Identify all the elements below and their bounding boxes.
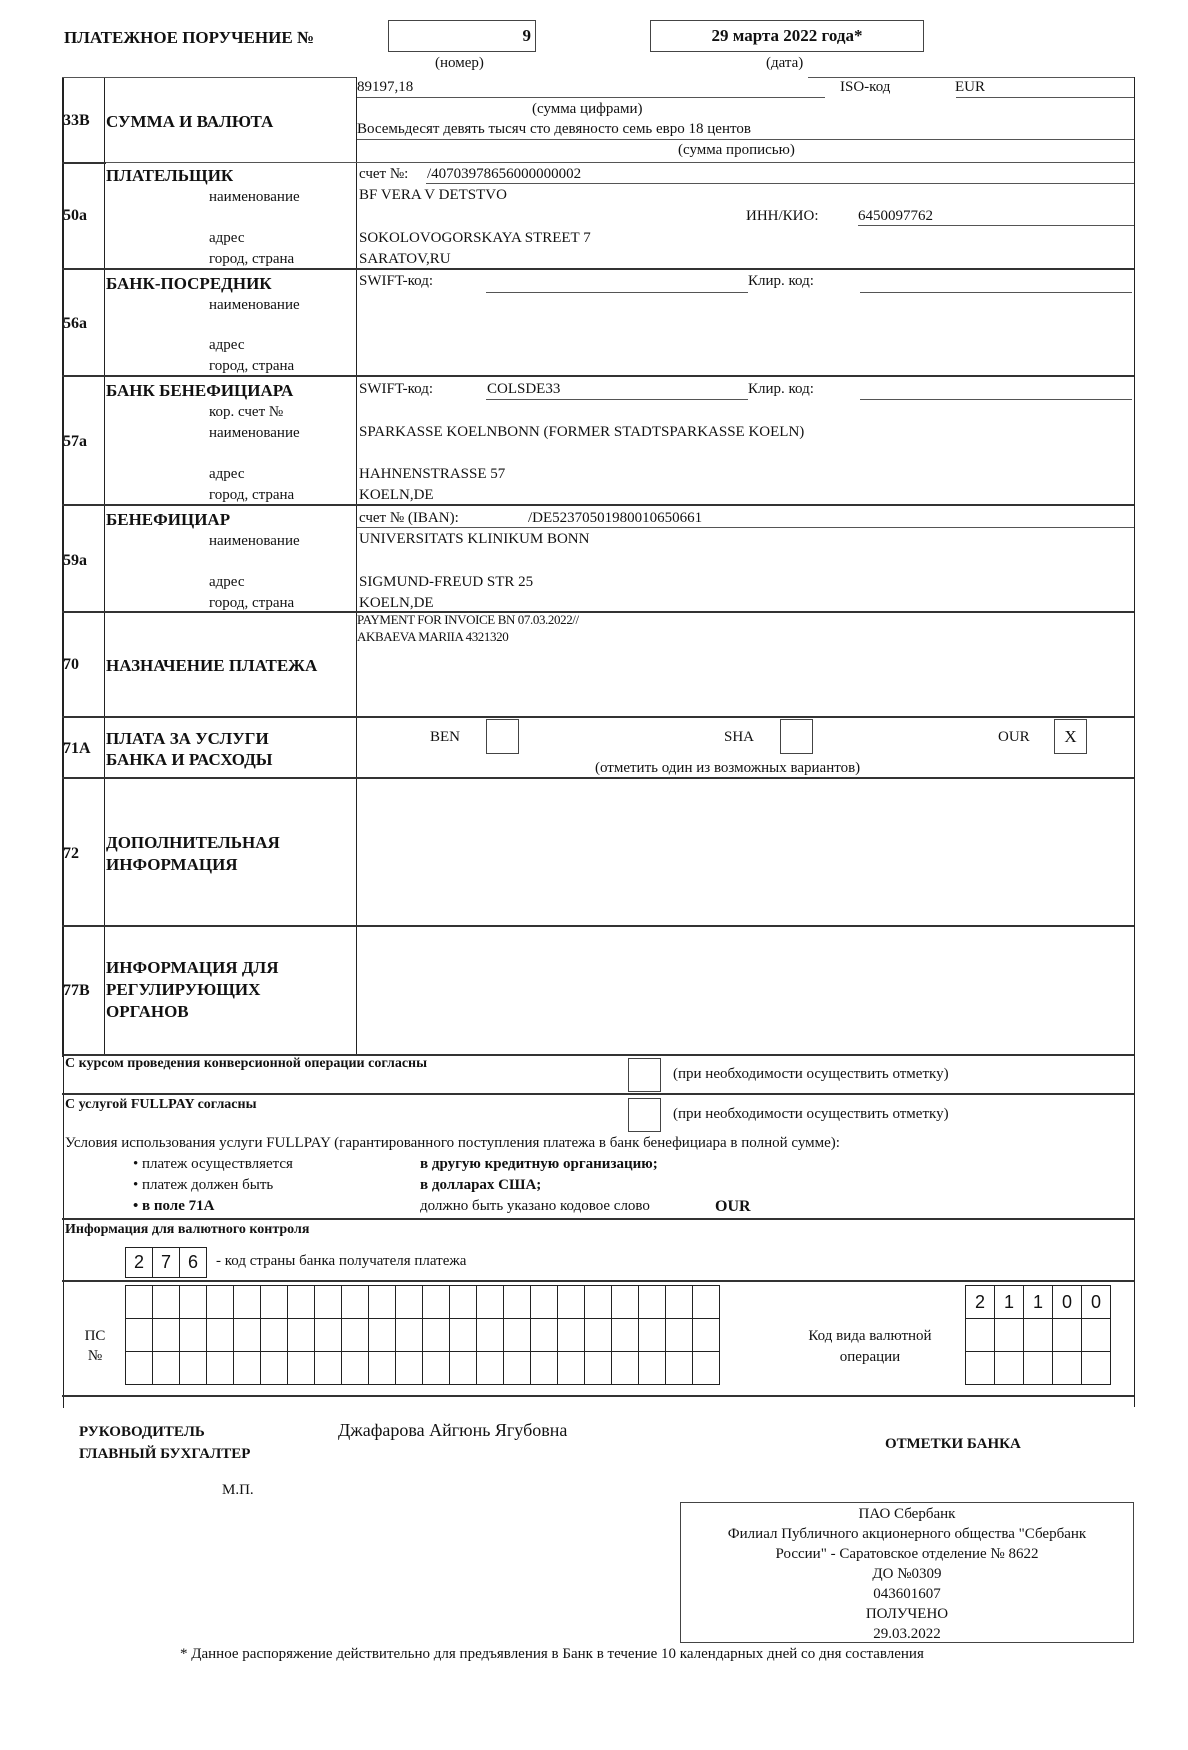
op-cell[interactable] bbox=[1024, 1352, 1053, 1385]
divider bbox=[357, 527, 1134, 528]
ps-cell[interactable] bbox=[342, 1286, 369, 1319]
op-cell[interactable] bbox=[966, 1352, 995, 1385]
ps-cell[interactable] bbox=[369, 1319, 396, 1352]
beneficiary-name[interactable]: UNIVERSITATS KLINIKUM BONN bbox=[359, 531, 590, 547]
f72-title-2: ИНФОРМАЦИЯ bbox=[106, 855, 238, 874]
additional-info-field[interactable] bbox=[360, 780, 1130, 924]
ps-cell[interactable] bbox=[666, 1286, 693, 1319]
ps-cell[interactable] bbox=[396, 1286, 423, 1319]
head-label: РУКОВОДИТЕЛЬ bbox=[79, 1424, 205, 1440]
beneficiary-account-label: счет № (IBAN): bbox=[359, 510, 459, 526]
footnote: * Данное распоряжение действительно для предъявления в Банк в течение 10 календарных дней со дня составления bbox=[180, 1646, 924, 1662]
ps-cell[interactable] bbox=[207, 1286, 234, 1319]
ps-cell[interactable] bbox=[612, 1286, 639, 1319]
f77b-title-2: РЕГУЛИРУЮЩИХ bbox=[106, 980, 261, 999]
ps-cell[interactable] bbox=[693, 1286, 720, 1319]
ps-cell[interactable] bbox=[180, 1319, 207, 1352]
ps-cell[interactable] bbox=[558, 1319, 585, 1352]
regulatory-info-field[interactable] bbox=[360, 928, 1130, 1053]
f77b-title-1: ИНФОРМАЦИЯ ДЛЯ bbox=[106, 958, 279, 977]
accountant-label: ГЛАВНЫЙ БУХГАЛТЕР bbox=[79, 1446, 251, 1462]
ps-cell[interactable] bbox=[207, 1319, 234, 1352]
ps-cell[interactable] bbox=[234, 1319, 261, 1352]
words-caption: (сумма прописью) bbox=[678, 142, 795, 158]
ps-cell[interactable] bbox=[477, 1352, 504, 1385]
fullpay-cond-3-right: должно быть указано кодовое слово bbox=[420, 1198, 650, 1214]
divider bbox=[62, 1395, 1134, 1397]
ps-cell[interactable] bbox=[207, 1352, 234, 1385]
f56a-label-name: наименование bbox=[209, 297, 300, 313]
operation-code-label-1: Код вида валютной bbox=[808, 1328, 932, 1344]
divider bbox=[357, 139, 1134, 140]
divider bbox=[858, 225, 1134, 226]
beneficiary-bank-clearing-field[interactable] bbox=[860, 399, 1132, 400]
beneficiary-account[interactable]: /DE52370501980010650661 bbox=[528, 510, 703, 526]
ps-cell[interactable] bbox=[288, 1319, 315, 1352]
frame-left-lower bbox=[63, 1054, 64, 1408]
ps-cell[interactable] bbox=[396, 1319, 423, 1352]
charges-sha-label: SHA bbox=[724, 729, 755, 745]
f57a-label-address: адрес bbox=[209, 466, 245, 482]
f56a-title: БАНК-ПОСРЕДНИК bbox=[106, 274, 272, 293]
ps-cell[interactable] bbox=[369, 1286, 396, 1319]
divider bbox=[808, 77, 1134, 78]
op-cell[interactable] bbox=[1082, 1352, 1111, 1385]
order-number-field[interactable]: 9 bbox=[388, 20, 536, 52]
ps-cell[interactable] bbox=[261, 1319, 288, 1352]
ps-cell[interactable] bbox=[531, 1352, 558, 1385]
ps-cell[interactable] bbox=[639, 1319, 666, 1352]
charges-ben-checkbox[interactable] bbox=[486, 719, 519, 754]
divider bbox=[62, 268, 1134, 270]
beneficiary-city[interactable]: KOELN,DE bbox=[359, 595, 434, 611]
payer-account-label: счет №: bbox=[359, 166, 409, 182]
op-digit[interactable]: 2 bbox=[966, 1286, 995, 1319]
ps-cell[interactable] bbox=[423, 1319, 450, 1352]
divider bbox=[62, 716, 1134, 718]
op-cell[interactable] bbox=[966, 1319, 995, 1352]
fullpay-cond-1-left: • платеж осуществляется bbox=[133, 1156, 293, 1172]
ps-cell[interactable] bbox=[585, 1319, 612, 1352]
op-cell[interactable] bbox=[1053, 1352, 1082, 1385]
divider bbox=[62, 777, 1134, 779]
frame-top bbox=[62, 77, 106, 78]
country-code-caption: - код страны банка получателя платежа bbox=[216, 1253, 467, 1269]
page-title: ПЛАТЕЖНОЕ ПОРУЧЕНИЕ № bbox=[64, 28, 315, 47]
ps-cell[interactable] bbox=[477, 1286, 504, 1319]
op-digit[interactable]: 1 bbox=[995, 1286, 1024, 1319]
fullpay-code-word: OUR bbox=[715, 1198, 751, 1215]
operation-code-label-2: операции bbox=[839, 1349, 901, 1365]
ps-cell[interactable] bbox=[342, 1352, 369, 1385]
ps-cell[interactable] bbox=[288, 1352, 315, 1385]
ps-cell[interactable] bbox=[612, 1352, 639, 1385]
bank-marks-label: ОТМЕТКИ БАНКА bbox=[885, 1436, 1021, 1452]
op-cell[interactable] bbox=[995, 1319, 1024, 1352]
f71a-title-2: БАНКА И РАСХОДЫ bbox=[106, 750, 273, 769]
ps-cell[interactable] bbox=[396, 1352, 423, 1385]
ps-cell[interactable] bbox=[585, 1286, 612, 1319]
op-cell[interactable] bbox=[995, 1352, 1024, 1385]
amount-value[interactable]: 89197,18 bbox=[357, 79, 414, 95]
divider bbox=[62, 375, 1134, 377]
f59a-label-name: наименование bbox=[209, 533, 300, 549]
fullpay-checkbox[interactable] bbox=[628, 1098, 661, 1132]
divider bbox=[357, 162, 1134, 163]
fullpay-cond-2-right: в долларах США; bbox=[420, 1177, 542, 1193]
ps-label-2: № bbox=[87, 1348, 103, 1364]
f56a-label-city: город, страна bbox=[209, 358, 295, 374]
divider bbox=[486, 399, 748, 400]
payer-account[interactable]: /40703978656000000002 bbox=[427, 166, 582, 182]
bank-stamp-line: России" - Саратовское отделение № 8622 bbox=[775, 1546, 1039, 1562]
f59a-label-address: адрес bbox=[209, 574, 245, 590]
frame-right bbox=[1134, 77, 1135, 1407]
payer-city[interactable]: SARATOV,RU bbox=[359, 251, 451, 267]
f59a-code: 59a bbox=[63, 552, 87, 569]
ps-cell[interactable] bbox=[153, 1319, 180, 1352]
fullpay-cond-2-left: • платеж должен быть bbox=[133, 1177, 274, 1193]
ps-cell[interactable] bbox=[180, 1352, 207, 1385]
intermediary-swift-label: SWIFT-код: bbox=[359, 273, 434, 289]
amount-caption: (сумма цифрами) bbox=[532, 101, 643, 117]
order-date-field[interactable]: 29 марта 2022 года* bbox=[650, 20, 924, 52]
divider bbox=[426, 183, 1134, 184]
ps-cell[interactable] bbox=[504, 1352, 531, 1385]
charges-our-checkbox[interactable]: X bbox=[1054, 719, 1087, 754]
bank-stamp-line: ПОЛУЧЕНО bbox=[865, 1606, 949, 1622]
bank-stamp-line: Филиал Публичного акционерного общества "Сбербанк bbox=[727, 1526, 1087, 1542]
country-digit[interactable]: 2 bbox=[126, 1248, 153, 1278]
f57a-label-corr: кор. счет № bbox=[209, 404, 284, 420]
divider bbox=[62, 1218, 1134, 1220]
conversion-label: С курсом проведения конверсионной операции согласны bbox=[65, 1056, 428, 1071]
ps-cell[interactable] bbox=[153, 1352, 180, 1385]
inn-value[interactable]: 6450097762 bbox=[858, 208, 933, 224]
ps-number-grid[interactable] bbox=[125, 1285, 720, 1385]
ps-cell[interactable] bbox=[126, 1352, 153, 1385]
ps-cell[interactable] bbox=[504, 1319, 531, 1352]
ps-cell[interactable] bbox=[315, 1319, 342, 1352]
divider bbox=[62, 925, 1134, 927]
f57a-code: 57a bbox=[63, 433, 87, 450]
payer-address[interactable]: SOKOLOVOGORSKAYA STREET 7 bbox=[359, 230, 591, 246]
iso-value[interactable]: EUR bbox=[955, 79, 985, 95]
op-cell[interactable] bbox=[1053, 1319, 1082, 1352]
ps-cell[interactable] bbox=[261, 1352, 288, 1385]
col-divider-code bbox=[104, 77, 105, 1055]
f72-title-1: ДОПОЛНИТЕЛЬНАЯ bbox=[106, 833, 280, 852]
iso-label: ISO-код bbox=[840, 79, 891, 95]
ps-cell[interactable] bbox=[234, 1352, 261, 1385]
f70-code: 70 bbox=[63, 656, 79, 673]
ps-cell[interactable] bbox=[126, 1319, 153, 1352]
f50a-label-name: наименование bbox=[209, 189, 300, 205]
f50a-label-city: город, страна bbox=[209, 251, 295, 267]
divider bbox=[62, 611, 1134, 613]
fullpay-conditions: Условия использования услуги FULLPAY (гарантированного поступления платежа в банк бенефициара в полной сумме): bbox=[65, 1135, 840, 1151]
beneficiary-bank-address[interactable]: HAHNENSTRASSE 57 bbox=[359, 466, 506, 482]
f33b-title: СУММА И ВАЛЮТА bbox=[106, 112, 274, 131]
f57a-label-name: наименование bbox=[209, 425, 300, 441]
country-digit[interactable]: 7 bbox=[153, 1248, 180, 1278]
f59a-label-city: город, страна bbox=[209, 595, 295, 611]
amount-words[interactable]: Восемьдесят девять тысяч сто девяносто семь евро 18 центов bbox=[357, 121, 751, 137]
stamp-placeholder: М.П. bbox=[222, 1482, 254, 1498]
bank-stamp-line: ПАО Сбербанк bbox=[858, 1506, 956, 1522]
ps-cell[interactable] bbox=[450, 1319, 477, 1352]
number-caption: (номер) bbox=[435, 55, 484, 71]
f59a-title: БЕНЕФИЦИАР bbox=[106, 510, 231, 529]
beneficiary-bank-city[interactable]: KOELN,DE bbox=[359, 487, 434, 503]
charges-caption: (отметить один из возможных вариантов) bbox=[595, 760, 861, 776]
ps-cell[interactable] bbox=[558, 1286, 585, 1319]
f71a-code: 71A bbox=[63, 740, 91, 757]
ps-cell[interactable] bbox=[531, 1319, 558, 1352]
ps-cell[interactable] bbox=[342, 1319, 369, 1352]
op-digit[interactable]: 1 bbox=[1024, 1286, 1053, 1319]
charges-ben-label: BEN bbox=[430, 729, 460, 745]
ps-cell[interactable] bbox=[504, 1286, 531, 1319]
divider bbox=[62, 162, 106, 164]
divider bbox=[62, 1093, 1134, 1095]
f77b-title-3: ОРГАНОВ bbox=[106, 1002, 189, 1021]
f56a-label-address: адрес bbox=[209, 337, 245, 353]
ps-cell[interactable] bbox=[315, 1352, 342, 1385]
fullpay-label: С услугой FULLPAY согласны bbox=[65, 1097, 257, 1112]
f57a-title: БАНК БЕНЕФИЦИАРА bbox=[106, 381, 294, 400]
bank-stamp bbox=[680, 1502, 1134, 1643]
divider bbox=[956, 97, 1134, 98]
ps-cell[interactable] bbox=[423, 1286, 450, 1319]
op-digit[interactable]: 0 bbox=[1053, 1286, 1082, 1319]
ps-cell[interactable] bbox=[126, 1286, 153, 1319]
divider bbox=[62, 504, 1134, 506]
charges-sha-checkbox[interactable] bbox=[780, 719, 813, 754]
ps-cell[interactable] bbox=[612, 1319, 639, 1352]
signer-name: Джафарова Айгюнь Ягубовна bbox=[338, 1420, 568, 1440]
ps-cell[interactable] bbox=[180, 1286, 207, 1319]
ps-label-1: ПС bbox=[84, 1328, 106, 1344]
payer-name[interactable]: BF VERA V DETSTVO bbox=[359, 187, 507, 203]
ps-cell[interactable] bbox=[666, 1319, 693, 1352]
f50a-title: ПЛАТЕЛЬЩИК bbox=[106, 166, 234, 185]
ps-cell[interactable] bbox=[585, 1352, 612, 1385]
divider bbox=[104, 162, 358, 163]
fullpay-cond-3-left: • в поле 71А bbox=[133, 1198, 215, 1214]
ps-cell[interactable] bbox=[639, 1286, 666, 1319]
col-divider-label bbox=[356, 77, 357, 1055]
intermediary-clearing-field[interactable] bbox=[860, 292, 1132, 293]
ps-cell[interactable] bbox=[693, 1352, 720, 1385]
fullpay-cond-1-right: в другую кредитную организацию; bbox=[420, 1156, 658, 1172]
divider bbox=[357, 97, 825, 98]
f77b-code: 77B bbox=[63, 982, 90, 999]
conversion-note: (при необходимости осуществить отметку) bbox=[673, 1066, 949, 1082]
beneficiary-address[interactable]: SIGMUND-FREUD STR 25 bbox=[359, 574, 534, 590]
ps-cell[interactable] bbox=[261, 1286, 288, 1319]
bank-stamp-line: 29.03.2022 bbox=[873, 1626, 941, 1642]
ps-cell[interactable] bbox=[423, 1352, 450, 1385]
beneficiary-bank-clearing-label: Клир. код: bbox=[748, 381, 814, 397]
beneficiary-bank-swift-label: SWIFT-код: bbox=[359, 381, 434, 397]
ps-cell[interactable] bbox=[234, 1286, 261, 1319]
ps-cell[interactable] bbox=[693, 1319, 720, 1352]
country-code-grid[interactable] bbox=[125, 1247, 207, 1278]
beneficiary-bank-swift[interactable]: COLSDE33 bbox=[487, 381, 561, 397]
inn-label: ИНН/КИО: bbox=[746, 208, 819, 224]
ps-cell[interactable] bbox=[315, 1286, 342, 1319]
currency-control-title: Информация для валютного контроля bbox=[65, 1222, 310, 1237]
f71a-title-1: ПЛАТА ЗА УСЛУГИ bbox=[106, 729, 269, 748]
divider bbox=[104, 77, 356, 78]
op-cell[interactable] bbox=[1024, 1319, 1053, 1352]
f56a-code: 56a bbox=[63, 315, 87, 332]
f50a-label-address: адрес bbox=[209, 230, 245, 246]
ps-cell[interactable] bbox=[450, 1286, 477, 1319]
divider bbox=[62, 1280, 1134, 1282]
op-digit[interactable]: 0 bbox=[1082, 1286, 1111, 1319]
fullpay-note: (при необходимости осуществить отметку) bbox=[673, 1106, 949, 1122]
ps-cell[interactable] bbox=[477, 1319, 504, 1352]
charges-our-label: OUR bbox=[998, 729, 1030, 745]
f33b-code: 33B bbox=[63, 112, 90, 129]
conversion-checkbox[interactable] bbox=[628, 1058, 661, 1092]
country-digit[interactable]: 6 bbox=[180, 1248, 207, 1278]
op-cell[interactable] bbox=[1082, 1319, 1111, 1352]
intermediary-clearing-label: Клир. код: bbox=[748, 273, 814, 289]
intermediary-swift-field[interactable] bbox=[486, 292, 748, 293]
f57a-label-city: город, страна bbox=[209, 487, 295, 503]
bank-stamp-line: ДО №0309 bbox=[872, 1566, 942, 1582]
f70-title: НАЗНАЧЕНИЕ ПЛАТЕЖА bbox=[106, 656, 318, 675]
payment-purpose-line1[interactable]: PAYMENT FOR INVOICE BN 07.03.2022// bbox=[357, 612, 579, 627]
ps-cell[interactable] bbox=[531, 1286, 558, 1319]
ps-cell[interactable] bbox=[288, 1286, 315, 1319]
ps-cell[interactable] bbox=[666, 1352, 693, 1385]
f50a-code: 50a bbox=[63, 207, 87, 224]
ps-cell[interactable] bbox=[558, 1352, 585, 1385]
f72-code: 72 bbox=[63, 845, 79, 862]
payment-purpose-line2[interactable]: AKBAEVA MARIIA 4321320 bbox=[357, 629, 509, 644]
bank-stamp-line: 043601607 bbox=[873, 1586, 941, 1602]
ps-cell[interactable] bbox=[450, 1352, 477, 1385]
ps-cell[interactable] bbox=[369, 1352, 396, 1385]
ps-cell[interactable] bbox=[639, 1352, 666, 1385]
date-caption: (дата) bbox=[766, 55, 804, 71]
ps-cell[interactable] bbox=[153, 1286, 180, 1319]
beneficiary-bank-name[interactable]: SPARKASSE KOELNBONN (FORMER STADTSPARKASSE KOELN) bbox=[359, 424, 805, 440]
operation-code-grid[interactable] bbox=[965, 1285, 1111, 1385]
